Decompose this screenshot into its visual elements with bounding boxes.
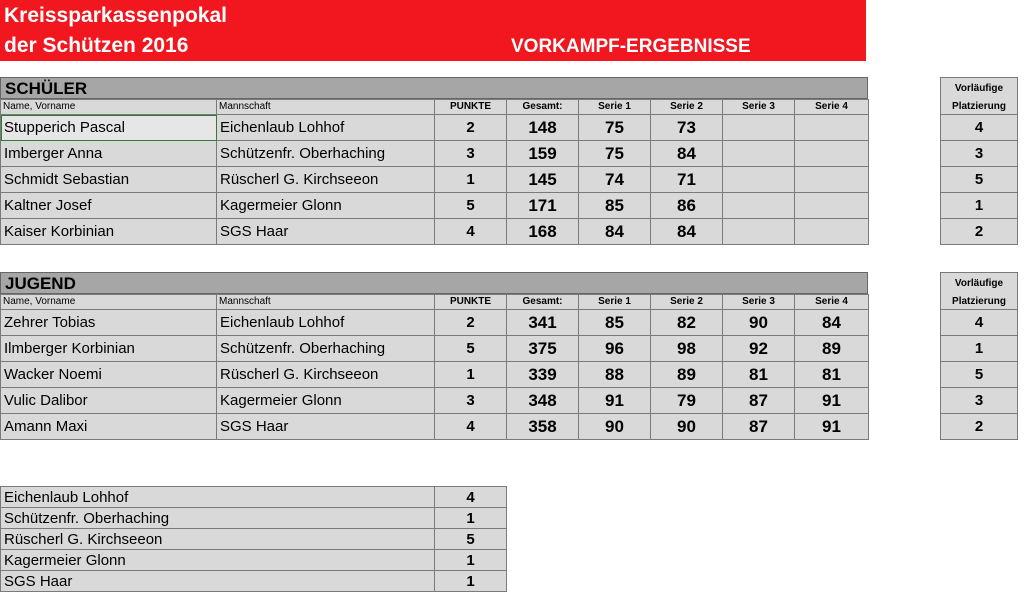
cell-name[interactable]: Kaltner Josef [1, 193, 217, 219]
cell-serie2[interactable]: 73 [651, 115, 723, 141]
table-row [1, 141, 869, 167]
cell-serie1[interactable]: 75 [579, 115, 651, 141]
cell-punkte[interactable]: 3 [435, 141, 507, 167]
cell-serie2[interactable]: 82 [651, 310, 723, 336]
cell-team[interactable]: Schützenfr. Oberhaching [217, 141, 435, 167]
cell-serie2[interactable]: 79 [651, 388, 723, 414]
cell-serie1[interactable]: 75 [579, 141, 651, 167]
cell-gesamt[interactable]: 171 [507, 193, 579, 219]
cell-serie3[interactable] [723, 141, 795, 167]
section-title-jugend: JUGEND [0, 272, 868, 294]
cell-serie3[interactable]: 90 [723, 310, 795, 336]
col-name-header: Name, Vorname [1, 100, 217, 115]
cell-serie1[interactable]: 85 [579, 310, 651, 336]
placement-cell[interactable]: 1 [941, 336, 1018, 362]
placement-cell[interactable]: 2 [941, 219, 1018, 245]
col-team-header: Mannschaft [217, 295, 435, 310]
team-summary-table [0, 486, 507, 592]
cell-serie1[interactable]: 84 [579, 219, 651, 245]
cell-serie4[interactable] [795, 115, 869, 141]
cell-serie2[interactable]: 84 [651, 141, 723, 167]
cell-punkte[interactable]: 4 [435, 219, 507, 245]
cell-serie3[interactable]: 87 [723, 414, 795, 440]
col-serie1-header: Serie 1 [579, 100, 651, 115]
cell-punkte[interactable]: 2 [435, 115, 507, 141]
placement-cell[interactable]: 3 [941, 141, 1018, 167]
section-title-schueler: SCHÜLER [0, 77, 868, 99]
team-value-cell[interactable]: 5 [435, 529, 507, 550]
cell-name[interactable]: Schmidt Sebastian [1, 167, 217, 193]
cell-serie3[interactable]: 92 [723, 336, 795, 362]
col-serie4-header: Serie 4 [795, 100, 869, 115]
cell-serie4[interactable] [795, 193, 869, 219]
cell-punkte[interactable]: 1 [435, 362, 507, 388]
cell-team[interactable]: Rüscherl G. Kirchseeon [217, 362, 435, 388]
placement-header-line2: Platzierung [941, 100, 1018, 115]
cell-serie2[interactable]: 98 [651, 336, 723, 362]
schueler-section [0, 77, 868, 245]
cell-serie1[interactable]: 91 [579, 388, 651, 414]
cell-punkte[interactable]: 5 [435, 193, 507, 219]
jugend-placement-table [940, 272, 1018, 440]
table-row [1, 310, 869, 336]
cell-serie4[interactable]: 89 [795, 336, 869, 362]
team-summary [0, 486, 507, 592]
team-value-cell[interactable]: 1 [435, 571, 507, 592]
cell-serie4[interactable]: 81 [795, 362, 869, 388]
cell-punkte[interactable]: 1 [435, 167, 507, 193]
banner-title-line2: der Schützen 2016 [4, 34, 189, 57]
schueler-table [0, 99, 869, 245]
team-name-cell[interactable]: Rüscherl G. Kirchseeon [1, 529, 435, 550]
col-punkte-header: PUNKTE [435, 295, 507, 310]
cell-serie4[interactable] [795, 167, 869, 193]
team-value-cell[interactable]: 1 [435, 550, 507, 571]
jugend-table [0, 294, 869, 440]
title-banner [0, 0, 866, 61]
cell-gesamt[interactable]: 145 [507, 167, 579, 193]
cell-team[interactable]: Eichenlaub Lohhof [217, 115, 435, 141]
team-name-cell[interactable]: Kagermeier Glonn [1, 550, 435, 571]
table-row [1, 167, 869, 193]
team-name-cell[interactable]: SGS Haar [1, 571, 435, 592]
col-serie3-header: Serie 3 [723, 295, 795, 310]
cell-serie2[interactable]: 86 [651, 193, 723, 219]
cell-serie1[interactable]: 88 [579, 362, 651, 388]
cell-name[interactable]: Zehrer Tobias [1, 310, 217, 336]
cell-name[interactable]: Vulic Dalibor [1, 388, 217, 414]
placement-header-line1: Vorläufige [941, 273, 1018, 296]
cell-serie1[interactable]: 96 [579, 336, 651, 362]
col-serie1-header: Serie 1 [579, 295, 651, 310]
cell-serie4[interactable] [795, 141, 869, 167]
table-row [1, 508, 507, 529]
cell-serie2[interactable]: 71 [651, 167, 723, 193]
team-value-cell[interactable]: 1 [435, 508, 507, 529]
cell-gesamt[interactable]: 375 [507, 336, 579, 362]
placement-cell[interactable]: 4 [941, 310, 1018, 336]
banner-title-line1: Kreissparkassenpokal [4, 4, 227, 27]
col-name-header: Name, Vorname [1, 295, 217, 310]
team-name-cell[interactable]: Schützenfr. Oberhaching [1, 508, 435, 529]
jugend-placement [940, 272, 1018, 440]
cell-serie3[interactable] [723, 219, 795, 245]
cell-serie2[interactable]: 84 [651, 219, 723, 245]
placement-header-line2: Platzierung [941, 295, 1018, 310]
cell-serie3[interactable]: 81 [723, 362, 795, 388]
table-row [1, 219, 869, 245]
placement-cell[interactable]: 3 [941, 388, 1018, 414]
col-serie4-header: Serie 4 [795, 295, 869, 310]
banner-subtitle: VORKAMPF-ERGEBNISSE [511, 36, 751, 57]
cell-team[interactable]: Kagermeier Glonn [217, 388, 435, 414]
cell-name[interactable]: Wacker Noemi [1, 362, 217, 388]
table-row [1, 362, 869, 388]
placement-header-line1: Vorläufige [941, 78, 1018, 101]
cell-punkte[interactable]: 5 [435, 336, 507, 362]
cell-serie2[interactable]: 90 [651, 414, 723, 440]
cell-team[interactable]: Rüscherl G. Kirchseeon [217, 167, 435, 193]
cell-gesamt[interactable]: 339 [507, 362, 579, 388]
schueler-placement [940, 77, 1018, 245]
cell-gesamt[interactable]: 168 [507, 219, 579, 245]
cell-name[interactable]: Imberger Anna [1, 141, 217, 167]
column-header-row [1, 295, 869, 310]
table-row [1, 336, 869, 362]
cell-team[interactable]: SGS Haar [217, 219, 435, 245]
table-row [1, 487, 507, 508]
table-row [1, 550, 507, 571]
col-punkte-header: PUNKTE [435, 100, 507, 115]
placement-cell[interactable]: 2 [941, 414, 1018, 440]
cell-team[interactable]: Eichenlaub Lohhof [217, 310, 435, 336]
cell-serie4[interactable] [795, 219, 869, 245]
cell-punkte[interactable]: 4 [435, 414, 507, 440]
col-serie2-header: Serie 2 [651, 100, 723, 115]
table-row [1, 414, 869, 440]
col-serie3-header: Serie 3 [723, 100, 795, 115]
column-header-row [1, 100, 869, 115]
col-gesamt-header: Gesamt: [507, 295, 579, 310]
team-value-cell[interactable]: 4 [435, 487, 507, 508]
cell-serie3[interactable] [723, 115, 795, 141]
cell-serie3[interactable] [723, 193, 795, 219]
placement-cell[interactable]: 4 [941, 115, 1018, 141]
cell-serie3[interactable]: 87 [723, 388, 795, 414]
cell-gesamt[interactable]: 348 [507, 388, 579, 414]
cell-serie3[interactable] [723, 167, 795, 193]
cell-gesamt[interactable]: 159 [507, 141, 579, 167]
table-row [1, 115, 869, 141]
cell-serie4[interactable]: 91 [795, 388, 869, 414]
cell-serie1[interactable]: 85 [579, 193, 651, 219]
cell-gesamt[interactable]: 148 [507, 115, 579, 141]
table-row [1, 193, 869, 219]
cell-name[interactable]: Ilmberger Korbinian [1, 336, 217, 362]
cell-team[interactable]: Kagermeier Glonn [217, 193, 435, 219]
cell-gesamt[interactable]: 341 [507, 310, 579, 336]
cell-punkte[interactable]: 2 [435, 310, 507, 336]
jugend-section [0, 272, 868, 440]
placement-cell[interactable]: 5 [941, 362, 1018, 388]
cell-serie1[interactable]: 90 [579, 414, 651, 440]
cell-serie4[interactable]: 91 [795, 414, 869, 440]
cell-punkte[interactable]: 3 [435, 388, 507, 414]
col-serie2-header: Serie 2 [651, 295, 723, 310]
cell-name[interactable]: Kaiser Korbinian [1, 219, 217, 245]
cell-name[interactable]: Stupperich Pascal [1, 115, 217, 141]
cell-team[interactable]: SGS Haar [217, 414, 435, 440]
cell-name[interactable]: Amann Maxi [1, 414, 217, 440]
table-row [1, 571, 507, 592]
cell-team[interactable]: Schützenfr. Oberhaching [217, 336, 435, 362]
table-row [1, 388, 869, 414]
team-name-cell[interactable]: Eichenlaub Lohhof [1, 487, 435, 508]
cell-serie1[interactable]: 74 [579, 167, 651, 193]
table-row [1, 529, 507, 550]
placement-cell[interactable]: 5 [941, 167, 1018, 193]
col-team-header: Mannschaft [217, 100, 435, 115]
cell-serie2[interactable]: 89 [651, 362, 723, 388]
cell-serie4[interactable]: 84 [795, 310, 869, 336]
cell-gesamt[interactable]: 358 [507, 414, 579, 440]
schueler-placement-table [940, 77, 1018, 245]
col-gesamt-header: Gesamt: [507, 100, 579, 115]
placement-cell[interactable]: 1 [941, 193, 1018, 219]
